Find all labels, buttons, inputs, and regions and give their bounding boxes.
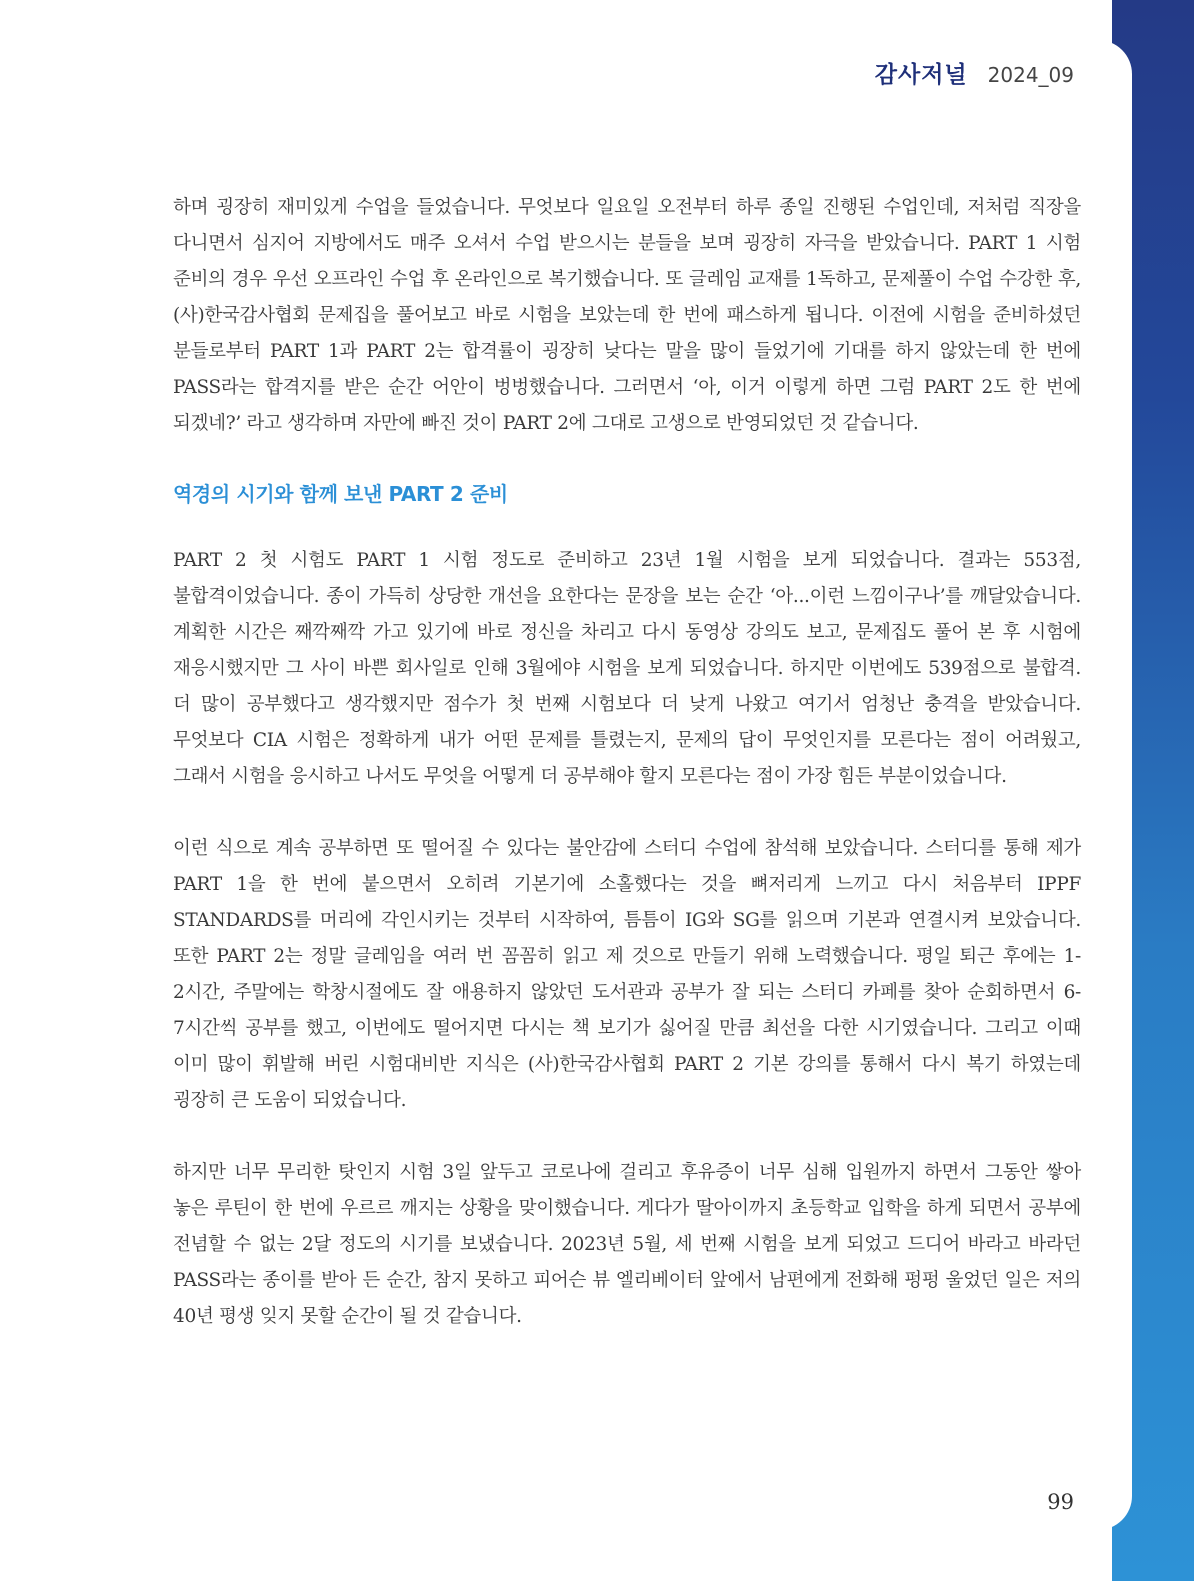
- article-body: [173, 190, 1081, 1371]
- page-header: [875, 56, 1074, 89]
- body-paragraph-4: 하지만 너무 무리한 탓인지 시험 3일 앞두고 코로나에 걸리고 후유증이 너무 심해 입원까지 하면서 그동안 쌓아 놓은 루틴이 한 번에 우르르 깨지는 상황을 맞이했습니다. 게다가 딸아이까지 초등학교 입학을 하게 되면서 공부에 전념할 수 없는 2달 정도의 시기를 보냈습니다. 2023년 5월, 세 번째 시험을 보게 되었고 드디어 바라고 바라던 PASS라는 종이를 받아 든 순간, 참지 못하고 피어슨 뷰 엘리베이터 앞에서 남편에게 전화해 펑펑 울었던 일은 저의 40년 평생 잊지 못할 순간이 될 것 같습니다.: [173, 1162, 1081, 1327]
- issue-date: 2024_09: [987, 63, 1074, 87]
- body-paragraph-2: PART 2 첫 시험도 PART 1 시험 정도로 준비하고 23년 1월 시험을 보게 되었습니다. 결과는 553점, 불합격이었습니다. 종이 가득히 상당한 개선을 요한다는 문장을 보는 순간 ‘아...이런 느낌이구나’를 깨달았습니다. 계획한 시간은 째깍째깍 가고 있기에 바로 정신을 차리고 다시 동영상 강의도 보고, 문제집도 풀어 본 후 시험에 재응시했지만 그 사이 바쁜 회사일로 인해 3월에야 시험을 보게 되었습니다. 하지만 이번에도 539점으로 불합격. 더 많이 공부했다고 생각했지만 점수가 첫 번째 시험보다 더 낮게 나왔고 여기서 엄청난 충격을 받았습니다. 무엇보다 CIA 시험은 정확하게 내가 어떤 문제를 틀렸는지, 문제의 답이 무엇인지를 모른다는 점이 어려웠고, 그래서 시험을 응시하고 나서도 무엇을 어떻게 더 공부해야 할지 모른다는 점이 가장 힘든 부분이었습니다.: [173, 550, 1081, 787]
- page-number: 99: [1047, 1490, 1074, 1514]
- body-paragraph-3: 이런 식으로 계속 공부하면 또 떨어질 수 있다는 불안감에 스터디 수업에 참석해 보았습니다. 스터디를 통해 제가 PART 1을 한 번에 붙으면서 오히려 기본기에 소홀했다는 것을 뼈저리게 느끼고 다시 처음부터 IPPF STANDARDS를 머리에 각인시키는 것부터 시작하여, 틈틈이 IG와 SG를 읽으며 기본과 연결시켜 보았습니다. 또한 PART 2는 정말 글레임을 여러 번 꼼꼼히 읽고 제 것으로 만들기 위해 노력했습니다. 평일 퇴근 후에는 1-2시간, 주말에는 학창시절에도 잘 애용하지 않았던 도서관과 공부가 잘 되는 스터디 카페를 찾아 순회하면서 6-7시간씩 공부를 했고, 이번에도 떨어지면 다시는 책 보기가 싫어질 만큼 최선을 다한 시기였습니다. 그리고 이때 이미 많이 휘발해 버린 시험대비반 지식은 (사)한국감사협회 PART 2 기본 강의를 통해서 다시 복기 하였는데 굉장히 큰 도움이 되었습니다.: [173, 838, 1081, 1111]
- body-paragraph-1: 하며 굉장히 재미있게 수업을 들었습니다. 무엇보다 일요일 오전부터 하루 종일 진행된 수업인데, 저처럼 직장을 다니면서 심지어 지방에서도 매주 오셔서 수업 받으시는 분들을 보며 굉장히 자극을 받았습니다. PART 1 시험 준비의 경우 우선 오프라인 수업 후 온라인으로 복기했습니다. 또 글레임 교재를 1독하고, 문제풀이 수업 수강한 후, (사)한국감사협회 문제집을 풀어보고 바로 시험을 보았는데 한 번에 패스하게 됩니다. 이전에 시험을 준비하셨던 분들로부터 PART 1과 PART 2는 합격률이 굉장히 낮다는 말을 많이 들었기에 기대를 하지 않았는데 한 번에 PASS라는 합격지를 받은 순간 어안이 벙벙했습니다. 그러면서 ‘아, 이거 이렇게 하면 그럼 PART 2도 한 번에 되겠네?’ 라고 생각하며 자만에 빠진 것이 PART 2에 그대로 고생으로 반영되었던 것 같습니다.: [173, 197, 1081, 434]
- journal-title: 감사저널: [874, 62, 968, 88]
- page-edge-curve: [1096, 40, 1132, 1530]
- section-heading: 역경의 시기와 함께 보낸 PART 2 준비: [173, 482, 508, 506]
